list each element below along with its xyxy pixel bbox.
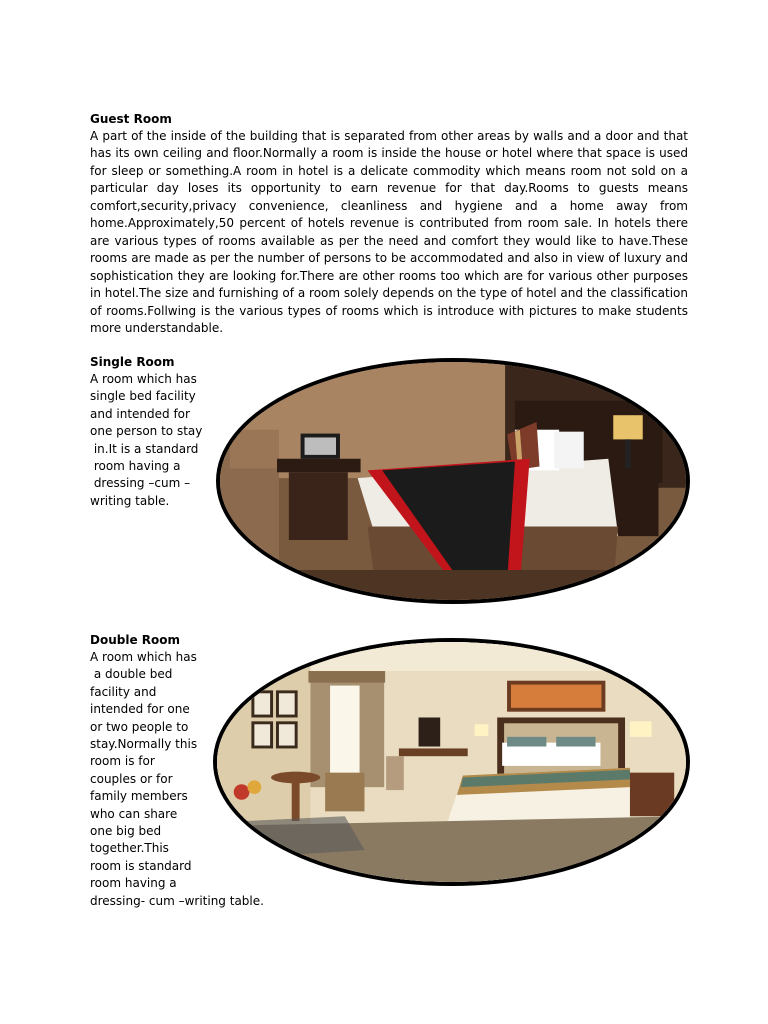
double-room-line: couples or for <box>90 771 173 786</box>
single-room-line: single bed facility <box>90 389 196 404</box>
double-room-line: together.This <box>90 841 169 856</box>
double-room-line: family members <box>90 789 188 804</box>
single-room-line: one person to stay <box>90 424 203 439</box>
double-room-line: facility and <box>90 684 157 699</box>
double-room-line: or two people to <box>90 719 189 734</box>
single-room-photo <box>216 358 690 604</box>
single-room-line: A room which has <box>90 372 197 386</box>
double-room-line: intended for one <box>90 702 190 717</box>
single-room-line: dressing –cum – <box>90 476 191 491</box>
single-room-heading: Single Room <box>90 355 175 369</box>
double-room-line: A room which has <box>90 650 197 664</box>
double-room-line: room having a <box>90 876 177 891</box>
double-room-photo <box>213 638 690 886</box>
double-room-line: room is standard <box>90 858 192 873</box>
double-room-line: stay.Normally this <box>90 737 198 752</box>
double-room-line: room is for <box>90 754 155 769</box>
single-room-line: writing table. <box>90 493 170 508</box>
single-room-line: room having a <box>90 459 181 474</box>
guest-room-heading: Guest Room <box>90 112 172 126</box>
single-room-line: and intended for <box>90 406 190 421</box>
double-room-line: a double bed <box>90 667 173 682</box>
double-room-line: who can share <box>90 806 178 821</box>
double-room-heading: Double Room <box>90 633 180 647</box>
double-room-line: one big bed <box>90 824 162 839</box>
single-room-description <box>90 371 202 510</box>
guest-room-paragraph: A part of the inside of the building that is separated from other areas by walls and a door and that has its own ceiling and floor.Normally a room is inside the house or hotel where that space is used for sleep or something.A room in hotel is a delicate commodity which means room not sold on a particular day loses its opportunity to earn revenue for that day.Rooms to guests means comfort,security,privacy convenience, cleanliness and hygiene and a home away from home.Approximately,50 percent of hotels revenue is contributed from room sale. In hotels there are various types of rooms available as per the need and comfort they would like to have.These rooms are made as per the number of persons to be accommodated and also in view of luxury and sophistication they are looking for.There are other rooms too which are for various other purposes in hotel.The size and furnishing of a room solely depends on the type of hotel and the classification of rooms.Follwing is the various types of rooms which is introduce with pictures to make students more understandable. <box>90 129 688 335</box>
single-room-line: in.It is a standard <box>90 441 199 456</box>
double-room-line: dressing- cum –writing table. <box>90 893 264 908</box>
